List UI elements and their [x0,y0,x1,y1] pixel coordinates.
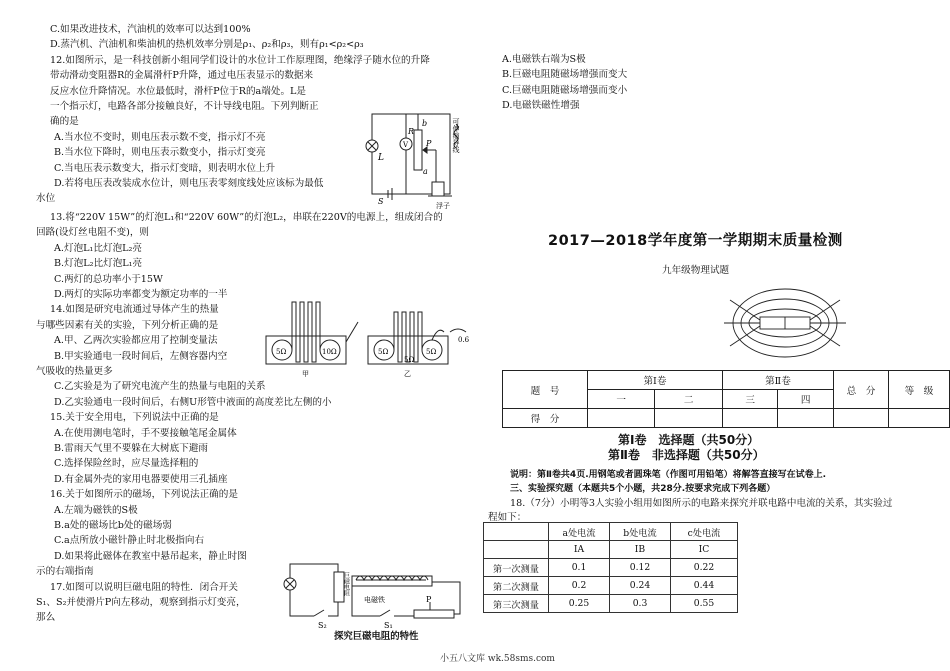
table-cell: 第一次测量 [484,559,549,577]
table-cell: 第三次测量 [484,595,549,613]
header-question-number: 题 号 [503,371,588,409]
label-v: V [403,141,409,149]
sub-header: 一 [588,390,655,409]
table-cell: 0.2 [549,577,610,595]
option: A.左端为磁铁的S极 [54,504,138,516]
question-15: 15.关于安全用电，下列说法中正确的是 [50,412,219,424]
option: A.当水位不变时，则电压表示数不变，指示灯不亮 [54,131,266,143]
option: C.a点所放小磁针静止时北极指向右 [54,535,205,547]
exam-title: 2017—2018学年度第一学期期末质量检测 [548,233,843,249]
text-line: 气吸收的热量更多 [36,365,113,377]
header-part1: 第Ⅰ卷 [588,371,723,390]
gmr-circuit-figure [280,558,466,630]
label-yi: 乙 [404,370,411,378]
option: B.a处的磁场比b处的磁场弱 [54,520,172,531]
score-cell [722,409,778,428]
score-cell [889,409,950,428]
option: B.当水位下降时，则电压表示数变小，指示灯变亮 [54,147,266,159]
label-5ohm: 5Ω [426,348,437,356]
text-line: 一个指示灯，电路各部分接触良好，不计导线电阻。下列判断正 [50,101,319,113]
option: A.甲、乙两次实验都应用了控制变量法 [54,335,218,347]
question-12: 12.如图所示，是一科技创新小组同学们设计的水位计工作原理图，绝缘浮子随水位的升降 [50,54,430,66]
sub-header: 二 [655,390,722,409]
table-header: a处电流 [549,523,610,541]
option: B.灯泡L₂比灯泡L₁亮 [54,258,143,270]
text-line: 与哪些因素有关的实验，下列分析正确的是 [36,319,219,331]
label-electromagnet: 电磁铁 [364,596,385,604]
note-text: 说明：第Ⅱ卷共4页.用钢笔或者圆珠笔（作图可用铅笔）将解答直接写在试卷上. [510,470,827,480]
table-cell: 0.25 [549,595,610,613]
text-line: 确的是 [50,116,79,128]
row-score-label: 得 分 [503,409,588,428]
label-a: a [423,167,428,176]
text-line: 回路(设灯丝电阻不变)，则 [36,227,150,239]
option: C.巨磁电阻随磁场增强而变小 [502,84,628,96]
text-line: D.蒸汽机、汽油机和柴油机的热机效率分别是ρ₁、ρ₂和ρ₃，则有ρ₁<ρ₂<ρ₃ [50,39,364,51]
option: A.电磁铁右端为S极 [502,54,586,65]
table-header: b处电流 [610,523,671,541]
option: A.在使用测电笔时，手不要接触笔尾金属体 [54,427,237,439]
text-line: 水位 [36,193,56,205]
text-line: 带动滑动变阻器R的金属滑杆P升降，通过电压表显示的数据来 [50,70,314,82]
option: D.如果将此磁体在教室中悬吊起来，静止时图 [54,550,247,562]
text-line: 反应水位升降情况。水位最低时，滑杆P位于R的a端处。L是 [50,85,307,97]
table-row [484,559,738,577]
option: D.乙实验通电一段时间后，右侧U形管中液面的高度差比左侧的小 [54,396,332,408]
table-cell: 0.55 [671,595,738,613]
part1-heading: 第Ⅰ卷 选择题（共50分） [618,433,760,447]
table-cell: 0.22 [671,559,738,577]
table-cell: 0.3 [610,595,671,613]
option: C.当电压表示数变大，指示灯变暗，则表明水位上升 [54,162,276,174]
option: D.若将电压表改装成水位计，则电压表零刻度线处应该标为最低 [54,178,324,190]
sub-header: 四 [778,390,834,409]
table-subheader: IB [610,541,671,559]
heat-experiment-figure [262,292,472,378]
score-cell [655,409,722,428]
text-line: S₁、S₂并使滑片P向左移动，观察到指示灯变亮， [36,597,246,609]
figure-caption: 探究巨磁电阻的特性 [334,631,419,642]
text-line: C.如果改进技术，汽油机的效率可以达到100% [50,24,251,35]
header-grade: 等 级 [889,371,950,409]
part2-heading: 第Ⅱ卷 非选择题（共50分） [608,448,765,462]
option: B.雷雨天气里不要躲在大树底下避雨 [54,442,209,454]
label-s: S [378,197,384,206]
label-5ohm: 5Ω [378,348,389,356]
table-cell: 0.12 [610,559,671,577]
water-level-circuit-figure [360,104,470,216]
score-table [502,370,950,428]
label-5ohm: 5Ω [404,356,415,364]
right-options [502,52,922,114]
table-row [484,577,738,595]
question-16: 16.关于如图所示的磁场，下列说法正确的是 [50,489,238,501]
option: C.两灯的总功率小于15W [54,273,163,285]
header-total: 总 分 [834,371,889,409]
section-3-heading: 三、实验探究题（本题共5个小题，共28分.按要求完成下列各题） [510,484,776,494]
question-17: 17.如图可以说明巨磁电阻的特性．闭合开关 [50,581,238,593]
score-cell [778,409,834,428]
label-10ohm: 10Ω [322,348,337,356]
label-s2: S₂ [318,621,327,630]
table-cell: 第二次测量 [484,577,549,595]
label-b: b [422,119,428,128]
label-jia: 甲 [302,370,309,378]
table-row [484,595,738,613]
label-p: P [426,139,432,148]
label-gmr: 巨磁电阻 [342,572,350,596]
text-line: 示的右端指南 [36,566,94,578]
table-header: c处电流 [671,523,738,541]
option: A.灯泡L₁比灯泡L₂亮 [54,242,142,254]
score-cell [588,409,655,428]
table-cell: 0.44 [671,577,738,595]
magnetic-field-figure [720,280,850,366]
option: B.甲实验通电一段时间后，左侧容器内空 [54,350,228,362]
label-wire: 可伸缩导线 [452,118,460,153]
question-14: 14.如图是研究电流通过导体产生的热量 [50,304,219,316]
table-subheader: IA [549,541,610,559]
table-cell: 0.24 [610,577,671,595]
option: C.选择保险丝时，应尽量选择粗的 [54,458,199,470]
label-06: 0.6 [458,336,470,344]
header-part2: 第Ⅱ卷 [722,371,833,390]
label-p: P [426,595,432,604]
option: D.电磁铁磁性增强 [502,100,580,112]
label-float: 浮子 [436,202,450,210]
table-subheader [484,541,549,559]
table-cell: 0.1 [549,559,610,577]
exam-subtitle: 九年级物理试题 [662,265,730,276]
question-13: 13.将“220V 15W”的灯泡L₁和“220V 60W”的灯泡L₂，串联在220V的电源上，组成闭合的 [50,211,443,223]
option: C.乙实验是为了研究电流产生的热量与电阻的关系 [54,381,266,393]
option: D.两灯的实际功率都变为额定功率的一半 [54,288,228,300]
label-r: R [408,127,415,136]
table-header [484,523,549,541]
label-s1: S₁ [384,621,393,630]
option: B.巨磁电阻随磁场增强而变大 [502,69,628,81]
sub-header: 三 [722,390,778,409]
table-subheader: IC [671,541,738,559]
label-5ohm: 5Ω [276,348,287,356]
text-line: 程如下： [488,512,527,523]
label-l: L [378,153,384,163]
footer-watermark: 小五八文库 wk.58sms.com [440,654,555,664]
score-cell [834,409,889,428]
current-data-table [483,522,738,613]
question-18: 18.（7分）小明等3人实验小组用如图所示的电路来探究并联电路中电流的关系，其实验过 [510,498,893,509]
option: D.有金属外壳的家用电器要使用三孔插座 [54,473,228,485]
text-line: 那么 [36,612,56,624]
